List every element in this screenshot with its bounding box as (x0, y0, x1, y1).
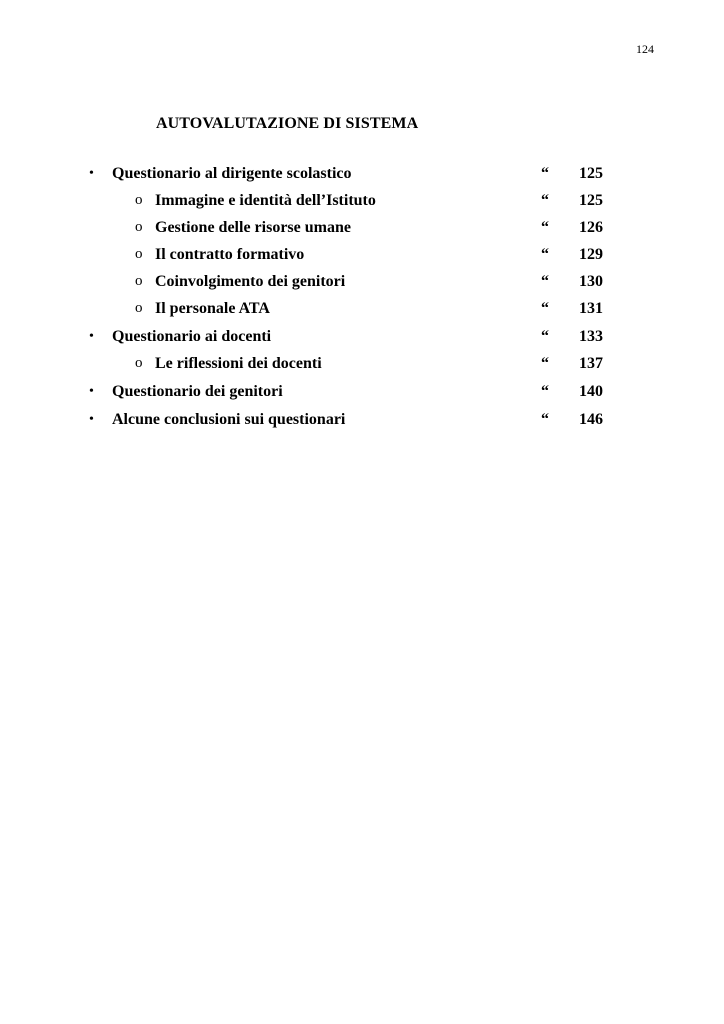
bullet-icon: • (89, 384, 94, 399)
page-number: 124 (636, 42, 654, 56)
toc-entry-label: Il contratto formativo (155, 246, 305, 263)
toc-subentry (0, 350, 724, 377)
toc-entry-page: 130 (579, 273, 603, 290)
circle-bullet-icon: o (135, 355, 143, 371)
toc-entry (0, 406, 724, 433)
toc-entry-label: Alcune conclusioni sui questionari (112, 411, 346, 428)
circle-bullet-icon: o (135, 192, 143, 208)
table-of-contents (0, 160, 724, 433)
toc-entry (0, 378, 724, 405)
toc-entry-page: 125 (579, 192, 603, 209)
toc-entry-page: 133 (579, 328, 603, 345)
ditto-mark: “ (541, 328, 549, 345)
ditto-mark: “ (541, 355, 549, 372)
toc-entry-page: 131 (579, 300, 603, 317)
bullet-icon: • (89, 329, 94, 344)
ditto-mark: “ (541, 383, 549, 400)
toc-subentry (0, 187, 724, 214)
toc-entry-page: 140 (579, 383, 603, 400)
ditto-mark: “ (541, 165, 549, 182)
ditto-mark: “ (541, 411, 549, 428)
toc-entry-page: 146 (579, 411, 603, 428)
circle-bullet-icon: o (135, 219, 143, 235)
ditto-mark: “ (541, 246, 549, 263)
toc-entry-page: 129 (579, 246, 603, 263)
toc-subentry (0, 268, 724, 295)
toc-subentry (0, 214, 724, 241)
ditto-mark: “ (541, 219, 549, 236)
section-heading: AUTOVALUTAZIONE DI SISTEMA (156, 115, 419, 132)
ditto-mark: “ (541, 192, 549, 209)
circle-bullet-icon: o (135, 246, 143, 262)
toc-entry (0, 323, 724, 350)
ditto-mark: “ (541, 273, 549, 290)
toc-entry-label: Questionario ai docenti (112, 328, 272, 345)
toc-entry-page: 126 (579, 219, 603, 236)
toc-entry-label: Gestione delle risorse umane (155, 219, 351, 236)
toc-entry-label: Le riflessioni dei docenti (155, 355, 322, 372)
toc-entry-label: Questionario dei genitori (112, 383, 283, 400)
toc-entry-label: Questionario al dirigente scolastico (112, 165, 352, 182)
toc-entry-label: Il personale ATA (155, 300, 270, 317)
toc-entry-label: Immagine e identità dell’Istituto (155, 192, 376, 209)
circle-bullet-icon: o (135, 300, 143, 316)
circle-bullet-icon: o (135, 273, 143, 289)
bullet-icon: • (89, 166, 94, 181)
toc-subentry (0, 241, 724, 268)
toc-entry-page: 137 (579, 355, 603, 372)
toc-subentry (0, 295, 724, 322)
toc-entry-label: Coinvolgimento dei genitori (155, 273, 346, 290)
toc-entry-page: 125 (579, 165, 603, 182)
toc-entry (0, 160, 724, 187)
bullet-icon: • (89, 412, 94, 427)
ditto-mark: “ (541, 300, 549, 317)
